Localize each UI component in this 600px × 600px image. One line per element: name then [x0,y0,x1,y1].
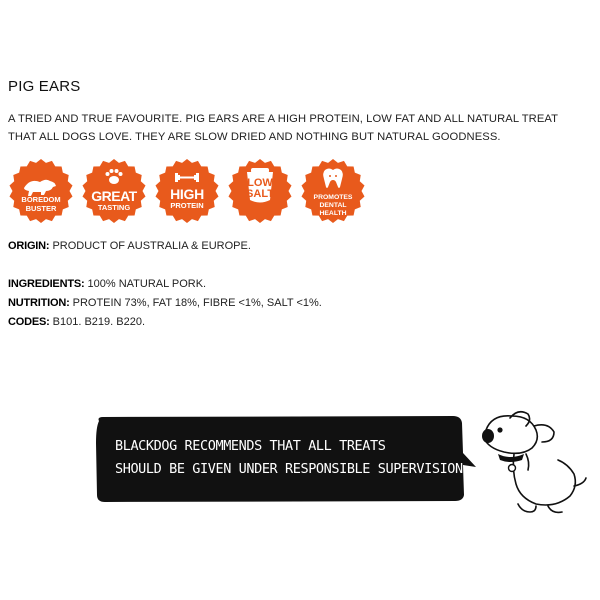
nutrition-label: NUTRITION: [8,297,70,309]
codes-value: B101. B219. B220. [52,316,146,328]
origin-line [8,240,251,252]
nutrition-value: PROTEIN 73%, FAT 18%, FIBRE <1%, SALT <1%. [72,297,322,309]
product-title: PIG EARS [8,78,81,95]
badge-high-protein [154,158,220,224]
origin-label: ORIGIN: [8,240,50,252]
badge-label: HEALTH [319,210,347,217]
badge-great-tasting [81,158,147,224]
badge-label: PROMOTES [313,194,353,201]
feature-badges [8,158,368,228]
nutrition-line [8,297,322,309]
badge-low-salt [227,158,293,224]
ingredients-label: INGREDIENTS: [8,278,85,290]
badge-dental-health [300,158,366,224]
badge-label: LOW [247,177,273,189]
product-description: A TRIED AND TRUE FAVOURITE. PIG EARS ARE A HIGH PROTEIN, LOW FAT AND ALL NATURAL TREAT THAT ALL DOGS LOVE. THEY ARE SLOW DRIED AND NOTHING BUT NATURAL GOODNESS. [8,113,558,143]
origin-value: PRODUCT OF AUSTRALIA & EUROPE. [52,240,251,252]
badge-label: PROTEIN [170,201,204,210]
badge-label: SALT [246,188,274,200]
speech-bubble [93,413,478,503]
banner-line-2: SHOULD BE GIVEN UNDER RESPONSIBLE SUPERVISION. [115,461,471,477]
badge-label: BUSTER [25,204,57,213]
badge-label: GREAT [91,188,137,204]
badge-boredom-buster [8,158,74,224]
badge-label: HIGH [170,186,204,202]
banner-line-1: BLACKDOG RECOMMENDS THAT ALL TREATS [115,438,386,454]
ingredients-line [8,278,206,290]
badge-label: TASTING [97,203,131,212]
dog-mascot-illustration [470,408,588,518]
codes-label: CODES: [8,316,50,328]
badge-label: DENTAL [319,202,347,209]
codes-line [8,316,145,328]
ingredients-value: 100% NATURAL PORK. [87,278,207,290]
dog-icon [8,158,74,224]
supervision-banner [93,413,478,503]
badge-label: BOREDOM [21,195,61,204]
